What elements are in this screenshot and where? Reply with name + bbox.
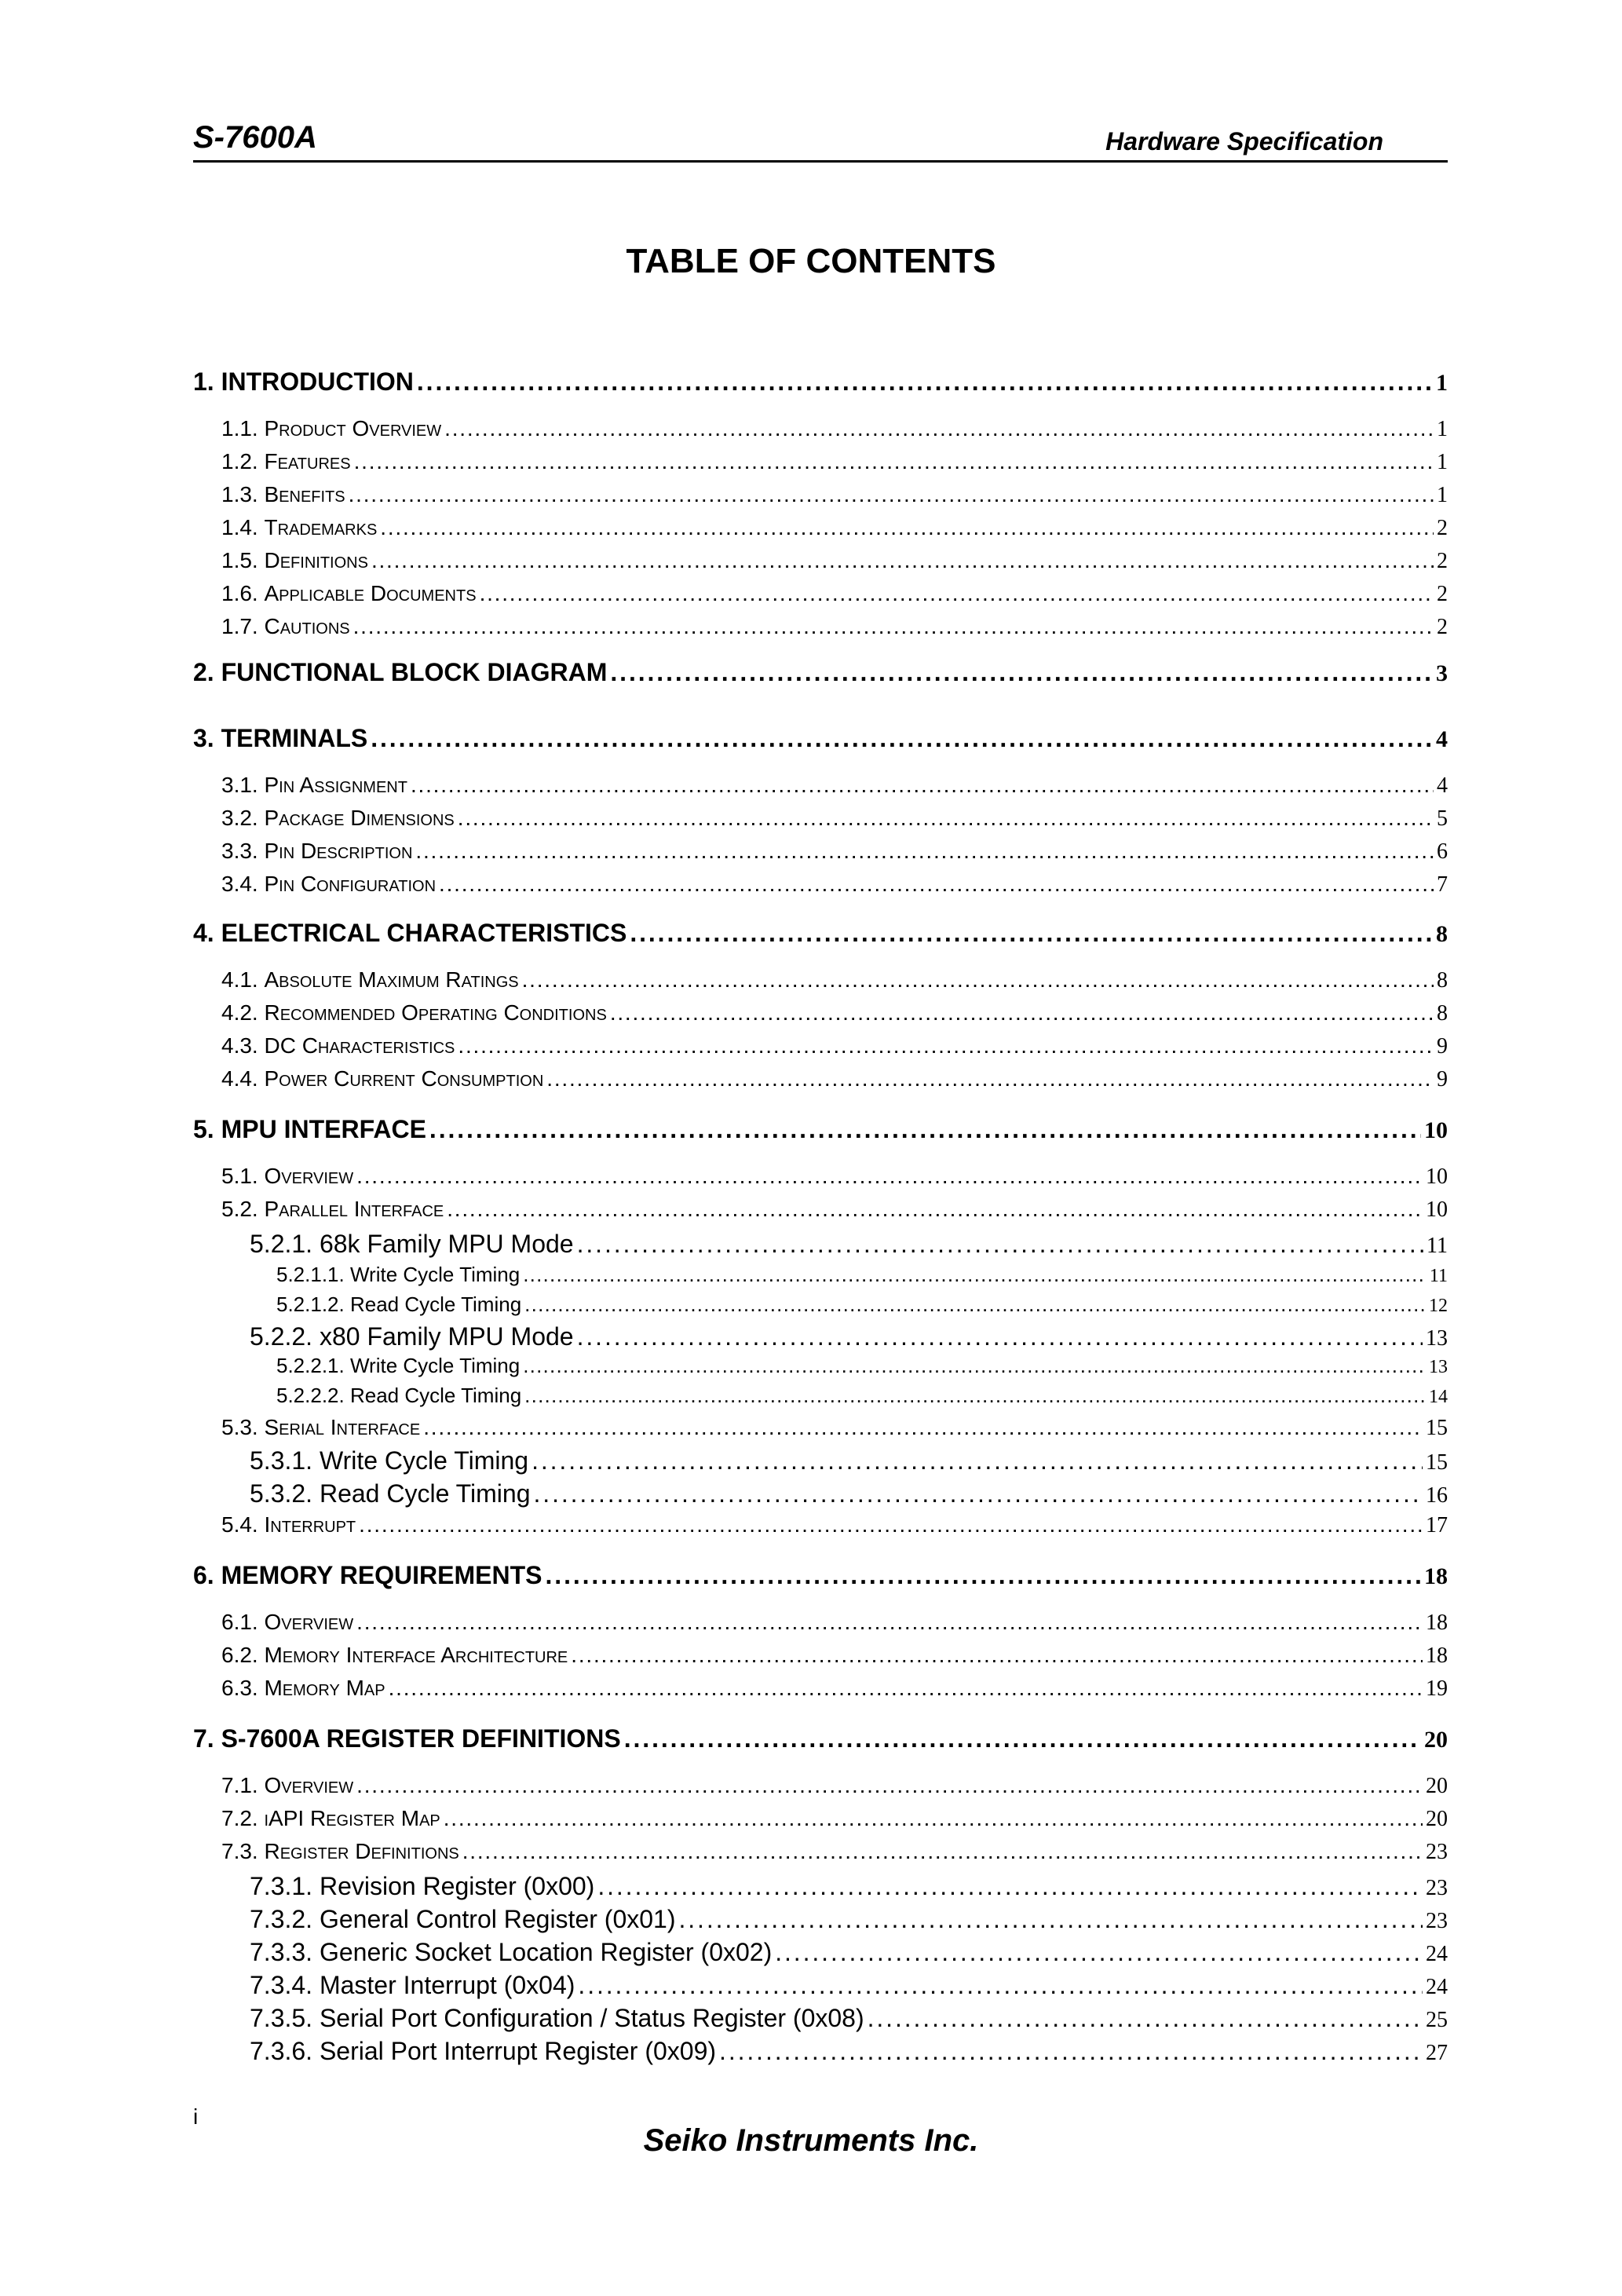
- toc-entry-title: Trademarks: [264, 515, 378, 539]
- toc-entry[interactable]: [193, 658, 1448, 687]
- toc-entry-title: Serial Port Configuration / Status Register (0x08): [319, 2004, 864, 2032]
- toc-entry-label: [250, 2037, 716, 2066]
- toc-leader-dots: [349, 482, 1434, 507]
- toc-entry-label: [221, 806, 455, 831]
- toc-entry-number: 1.3.: [221, 482, 258, 506]
- toc-entry-page: 24: [1426, 1942, 1448, 1966]
- toc-entry-title: Read Cycle Timing: [349, 1384, 522, 1407]
- toc-entry[interactable]: [193, 1806, 1448, 1832]
- toc-entry-title: Pin Assignment: [264, 773, 407, 797]
- toc-entry-page: 1: [1437, 417, 1448, 441]
- toc-leader-dots: [417, 367, 1433, 397]
- toc-entry[interactable]: [193, 1115, 1448, 1144]
- toc-leader-dots: [356, 1610, 1423, 1635]
- toc-entry-page: 18: [1424, 1563, 1448, 1589]
- toc-entry-page: 12: [1429, 1296, 1448, 1316]
- toc-entry-number: 7.1.: [221, 1773, 258, 1797]
- toc-leader-dots: [447, 1197, 1423, 1222]
- toc-entry-label: [221, 1773, 353, 1798]
- toc-leader-dots: [458, 806, 1434, 831]
- toc-leader-dots: [597, 1872, 1423, 1901]
- toc-entry[interactable]: [193, 367, 1448, 397]
- toc-entry-label: [221, 1164, 353, 1189]
- toc-leader-dots: [380, 515, 1434, 540]
- toc-entry[interactable]: [193, 1292, 1448, 1317]
- toc-leader-dots: [719, 2037, 1423, 2066]
- toc-entry[interactable]: [193, 967, 1448, 993]
- toc-entry-page: 2: [1437, 549, 1448, 573]
- toc-entry-label: [193, 658, 607, 687]
- toc-entry-label: [221, 1512, 356, 1537]
- toc-leader-dots: [389, 1676, 1423, 1701]
- toc-leader-dots: [458, 1033, 1434, 1058]
- toc-entry[interactable]: [193, 1512, 1448, 1538]
- toc-entry-page: 1: [1437, 450, 1448, 474]
- toc-entry-label: [221, 449, 351, 474]
- toc-leader-dots: [444, 416, 1434, 441]
- toc-leader-dots: [371, 548, 1434, 573]
- toc-entry-number: 1.7.: [221, 614, 258, 638]
- toc-leader-dots: [578, 1971, 1423, 2000]
- toc-entry-label: [276, 1384, 521, 1408]
- toc-entry-label: [221, 515, 377, 540]
- toc-entry-title: Pin Configuration: [264, 872, 437, 896]
- toc-entry-title: Register Definitions: [264, 1839, 459, 1863]
- toc-leader-dots: [546, 1561, 1422, 1590]
- toc-entry-number: 1.6.: [221, 581, 258, 605]
- document-kind: Hardware Specification: [1105, 127, 1383, 155]
- toc-entry-page: 20: [1424, 1727, 1448, 1753]
- toc-entry-title: x80 Family MPU Mode: [319, 1322, 574, 1351]
- toc-entry-title: Generic Socket Location Register (0x02): [319, 1938, 773, 1966]
- toc-leader-dots: [353, 614, 1434, 639]
- page-title: TABLE OF CONTENTS: [626, 242, 996, 280]
- toc-entry[interactable]: [193, 1610, 1448, 1636]
- toc-leader-dots: [359, 1512, 1423, 1537]
- toc-entry-title: Memory Map: [264, 1676, 385, 1700]
- toc-entry-label: [250, 1905, 675, 1934]
- toc-entry-number: 5.2.2.: [250, 1322, 313, 1351]
- toc-entry-page: 25: [1426, 2008, 1448, 2032]
- toc-entry-label: [221, 967, 519, 993]
- toc-leader-dots: [439, 872, 1434, 897]
- toc-entry-label: [193, 1724, 621, 1753]
- toc-entry[interactable]: [193, 1230, 1448, 1259]
- toc-entry-title: Package Dimensions: [264, 806, 455, 830]
- toc-entry-label: [221, 1415, 420, 1440]
- toc-entry[interactable]: [193, 1643, 1448, 1669]
- toc-entry[interactable]: [193, 1384, 1448, 1408]
- toc-entry-page: 5: [1437, 806, 1448, 831]
- toc-entry-page: 11: [1429, 1266, 1448, 1286]
- toc-entry-label: [276, 1292, 521, 1317]
- page-header: [193, 118, 1448, 163]
- toc-entry-title: Power Current Consumption: [264, 1066, 544, 1091]
- toc-entry-label: [250, 1938, 772, 1967]
- toc-entry-label: [250, 1872, 594, 1901]
- toc-entry-label: [221, 1197, 444, 1222]
- toc-entry[interactable]: [193, 773, 1448, 799]
- toc-entry-title: Read Cycle Timing: [319, 1479, 531, 1508]
- toc-entry-page: 1: [1437, 483, 1448, 507]
- toc-entry-page: 3: [1436, 660, 1448, 686]
- toc-entry[interactable]: [193, 614, 1448, 640]
- toc-entry-label: [221, 1066, 543, 1091]
- toc-entry-page: 23: [1426, 1840, 1448, 1864]
- toc-entry-number: 4.1.: [221, 967, 258, 992]
- toc-entry-number: 7.3.5.: [250, 2004, 313, 2032]
- toc-entry-number: 3.4.: [221, 872, 258, 896]
- toc-entry-number: 7.3.3.: [250, 1938, 313, 1966]
- toc-entry[interactable]: [193, 1164, 1448, 1190]
- toc-entry-title: Definitions: [264, 548, 368, 572]
- toc-entry-page: 15: [1426, 1416, 1448, 1440]
- toc-entry-title: Features: [264, 449, 351, 473]
- toc-entry[interactable]: [193, 2037, 1448, 2066]
- toc-entry-page: 17: [1426, 1513, 1448, 1537]
- toc-entry-label: [221, 1676, 385, 1701]
- toc-entry-title: Master Interrupt (0x04): [319, 1971, 575, 1999]
- toc-leader-dots: [546, 1066, 1434, 1091]
- toc-entry-label: [250, 1479, 531, 1508]
- toc-entry-page: 23: [1426, 1909, 1448, 1933]
- toc-entry-title: Memory Interface Architecture: [264, 1643, 568, 1667]
- toc-entry-title: Interrupt: [264, 1512, 356, 1537]
- toc-entry-number: 6.1.: [221, 1610, 258, 1634]
- toc-entry-page: 8: [1437, 968, 1448, 993]
- toc-leader-dots: [610, 658, 1433, 687]
- toc-entry[interactable]: [193, 581, 1448, 607]
- toc-leader-dots: [480, 581, 1434, 606]
- toc-entry-page: 18: [1426, 1643, 1448, 1668]
- toc-entry-number: 4.3.: [221, 1033, 258, 1058]
- toc-entry-label: [221, 1806, 440, 1831]
- toc-entry-label: [221, 482, 345, 507]
- toc-entry-number: 3.3.: [221, 839, 258, 863]
- toc-entry-label: [221, 548, 368, 573]
- toc-entry-label: [221, 839, 412, 864]
- toc-entry-page: 11: [1427, 1234, 1448, 1258]
- toc-entry-title: Absolute Maximum Ratings: [264, 967, 519, 992]
- toc-entry-number: 3.: [193, 724, 214, 752]
- toc-entry-title: Write Cycle Timing: [319, 1446, 529, 1475]
- toc-entry-title: DC Characteristics: [264, 1033, 455, 1058]
- toc-entry-label: [193, 1115, 426, 1144]
- toc-entry[interactable]: [193, 416, 1448, 442]
- toc-entry-page: 24: [1426, 1975, 1448, 1999]
- toc-entry[interactable]: [193, 1263, 1448, 1287]
- toc-entry-title: Revision Register (0x00): [319, 1872, 595, 1900]
- toc-entry-page: 8: [1436, 921, 1448, 947]
- toc-entry-number: 5.3.2.: [250, 1479, 313, 1508]
- toc-entry-number: 3.1.: [221, 773, 258, 797]
- toc-entry-label: [250, 1971, 575, 2000]
- toc-entry-title: FUNCTIONAL BLOCK DIAGRAM: [221, 658, 608, 686]
- toc-entry-page: 2: [1437, 615, 1448, 639]
- toc-entry-page: 23: [1426, 1876, 1448, 1900]
- toc-entry-page: 4: [1436, 726, 1448, 752]
- toc-entry-number: 5.: [193, 1115, 214, 1143]
- toc-entry-title: ELECTRICAL CHARACTERISTICS: [221, 919, 627, 947]
- toc-entry[interactable]: [193, 482, 1448, 508]
- toc-entry-page: 20: [1426, 1807, 1448, 1831]
- toc-leader-dots: [522, 967, 1434, 993]
- toc-entry[interactable]: [193, 1479, 1448, 1508]
- toc-entry[interactable]: [193, 839, 1448, 865]
- toc-entry-label: [221, 1610, 353, 1635]
- toc-entry-title: Write Cycle Timing: [349, 1263, 521, 1286]
- toc-entry-page: 7: [1437, 872, 1448, 897]
- toc-leader-dots: [868, 2004, 1423, 2033]
- toc-entry-number: 5.2.1.2.: [276, 1292, 345, 1316]
- footer-company: Seiko Instruments Inc.: [643, 2123, 979, 2158]
- toc-entry-page: 9: [1437, 1067, 1448, 1091]
- toc-entry[interactable]: [193, 1066, 1448, 1092]
- toc-entry-title: iAPI Register Map: [264, 1806, 440, 1830]
- toc-entry-number: 3.2.: [221, 806, 258, 830]
- toc-leader-dots: [624, 1724, 1421, 1753]
- toc-entry-title: Write Cycle Timing: [349, 1354, 521, 1377]
- toc-entry-page: 8: [1437, 1001, 1448, 1026]
- toc-leader-dots: [678, 1905, 1423, 1934]
- toc-entry-number: 7.2.: [221, 1806, 258, 1830]
- toc-entry[interactable]: [193, 1561, 1448, 1590]
- toc-entry-title: Overview: [264, 1164, 354, 1188]
- toc-entry[interactable]: [193, 1971, 1448, 2000]
- toc-entry[interactable]: [193, 1905, 1448, 1934]
- toc-entry-label: [221, 1000, 607, 1026]
- toc-entry-label: [250, 2004, 864, 2033]
- toc-leader-dots: [523, 1263, 1427, 1287]
- toc-entry-label: [221, 1033, 455, 1058]
- toc-entry-number: 5.2.1.1.: [276, 1263, 345, 1286]
- toc-entry-number: 1.4.: [221, 515, 258, 539]
- toc-entry-page: 18: [1426, 1610, 1448, 1635]
- toc-entry-number: 6.: [193, 1561, 214, 1589]
- toc-leader-dots: [354, 449, 1434, 474]
- toc-entry[interactable]: [193, 548, 1448, 574]
- toc-entry-number: 7.3.: [221, 1839, 258, 1863]
- toc-entry-title: Pin Description: [264, 839, 413, 863]
- toc-entry-label: [193, 1561, 542, 1590]
- toc-entry-title: Overview: [264, 1610, 354, 1634]
- toc-entry[interactable]: [193, 1446, 1448, 1475]
- toc-entry-label: [221, 1839, 459, 1864]
- toc-entry-title: S-7600A REGISTER DEFINITIONS: [221, 1724, 621, 1753]
- toc-entry-number: 7.3.6.: [250, 2037, 313, 2065]
- toc-entry-label: [221, 614, 350, 639]
- toc-entry-page: 16: [1426, 1483, 1448, 1508]
- toc-entry-label: [250, 1322, 574, 1351]
- toc-entry-page: 1: [1436, 370, 1448, 396]
- toc-entry-number: 7.: [193, 1724, 214, 1753]
- toc-entry[interactable]: [193, 1197, 1448, 1223]
- toc-entry-title: TERMINALS: [221, 724, 368, 752]
- toc-entry-page: 27: [1426, 2041, 1448, 2065]
- toc-leader-dots: [371, 724, 1433, 753]
- toc-entry-label: [276, 1263, 520, 1287]
- toc-entry-label: [276, 1354, 520, 1378]
- document-code: S-7600A: [193, 120, 317, 155]
- toc-entry-number: 7.3.1.: [250, 1872, 313, 1900]
- toc-entry-page: 15: [1426, 1450, 1448, 1475]
- toc-leader-dots: [524, 1384, 1426, 1408]
- toc-entry[interactable]: [193, 1773, 1448, 1799]
- toc-entry-page: 19: [1426, 1676, 1448, 1701]
- toc-entry-number: 6.2.: [221, 1643, 258, 1667]
- toc-entry[interactable]: [193, 515, 1448, 541]
- toc-leader-dots: [356, 1164, 1423, 1189]
- toc-entry[interactable]: [193, 2004, 1448, 2033]
- toc-entry-page: 10: [1426, 1197, 1448, 1222]
- toc-entry-title: Parallel Interface: [264, 1197, 444, 1221]
- toc-leader-dots: [532, 1446, 1423, 1475]
- toc-entry-number: 1.1.: [221, 416, 258, 441]
- toc-entry-page: 20: [1426, 1774, 1448, 1798]
- toc-entry-number: 1.2.: [221, 449, 258, 473]
- toc-leader-dots: [577, 1230, 1423, 1259]
- toc-entry-title: Read Cycle Timing: [349, 1292, 522, 1316]
- toc-leader-dots: [571, 1643, 1423, 1668]
- toc-entry-label: [250, 1446, 528, 1475]
- toc-entry-page: 2: [1437, 582, 1448, 606]
- toc-entry[interactable]: [193, 1938, 1448, 1967]
- toc-entry-number: 4.2.: [221, 1000, 258, 1025]
- toc-entry-title: Applicable Documents: [264, 581, 477, 605]
- toc-entry-label: [221, 416, 441, 441]
- toc-entry-number: 5.2.2.1.: [276, 1354, 345, 1377]
- toc-entry-page: 10: [1424, 1117, 1448, 1143]
- toc-leader-dots: [415, 839, 1434, 864]
- toc-entry-label: [221, 581, 477, 606]
- toc-entry[interactable]: [193, 919, 1448, 948]
- toc-entry-page: 9: [1437, 1034, 1448, 1058]
- toc-entry-label: [193, 367, 414, 397]
- toc-entry-number: 5.2.: [221, 1197, 258, 1221]
- toc-entry-title: Overview: [264, 1773, 354, 1797]
- toc-leader-dots: [423, 1415, 1423, 1440]
- toc-entry-title: Recommended Operating Conditions: [264, 1000, 607, 1025]
- toc-entry[interactable]: [193, 449, 1448, 475]
- toc-entry-number: 6.3.: [221, 1676, 258, 1700]
- toc-entry-number: 5.2.1.: [250, 1230, 313, 1258]
- toc-entry-title: Cautions: [264, 614, 350, 638]
- toc-entry-title: 68k Family MPU Mode: [319, 1230, 574, 1258]
- toc-entry-label: [221, 1643, 568, 1668]
- toc-entry-title: MPU INTERFACE: [221, 1115, 426, 1143]
- toc-entry[interactable]: [193, 1839, 1448, 1865]
- toc-entry[interactable]: [193, 806, 1448, 832]
- toc-leader-dots: [462, 1839, 1423, 1864]
- toc-entry-page: 2: [1437, 516, 1448, 540]
- toc-leader-dots: [610, 1000, 1434, 1026]
- toc-entry-page: 13: [1429, 1357, 1448, 1377]
- toc-entry-number: 4.: [193, 919, 214, 947]
- toc-entry-label: [193, 724, 367, 753]
- toc-entry-title: MEMORY REQUIREMENTS: [221, 1561, 542, 1589]
- toc-entry-title: Serial Interface: [264, 1415, 421, 1439]
- toc-entry-number: 5.1.: [221, 1164, 258, 1188]
- toc-entry-page: 10: [1426, 1164, 1448, 1189]
- toc-entry[interactable]: [193, 1000, 1448, 1026]
- toc-entry[interactable]: [193, 1724, 1448, 1753]
- toc-entry-label: [221, 872, 436, 897]
- toc-leader-dots: [429, 1115, 1421, 1144]
- toc-entry[interactable]: [193, 1322, 1448, 1351]
- toc-leader-dots: [524, 1292, 1426, 1317]
- toc-leader-dots: [523, 1354, 1426, 1378]
- toc-entry[interactable]: [193, 1033, 1448, 1059]
- toc-entry[interactable]: [193, 872, 1448, 898]
- toc-leader-dots: [775, 1938, 1423, 1967]
- toc-leader-dots: [534, 1479, 1423, 1508]
- toc-entry-title: INTRODUCTION: [221, 367, 414, 396]
- toc-entry[interactable]: [193, 724, 1448, 753]
- toc-entry-number: 2.: [193, 658, 214, 686]
- toc-leader-dots: [356, 1773, 1423, 1798]
- toc-entry-page: 14: [1429, 1387, 1448, 1407]
- toc-entry-page: 4: [1437, 773, 1448, 798]
- toc-entry-title: Benefits: [264, 482, 345, 506]
- toc-entry[interactable]: [193, 1415, 1448, 1441]
- toc-entry-page: 13: [1426, 1326, 1448, 1351]
- toc-entry-page: 6: [1437, 839, 1448, 864]
- toc-leader-dots: [577, 1322, 1423, 1351]
- toc-entry-number: 1.: [193, 367, 214, 396]
- toc-entry-number: 5.4.: [221, 1512, 258, 1537]
- toc-entry-number: 5.2.2.2.: [276, 1384, 345, 1407]
- toc-entry-number: 5.3.: [221, 1415, 258, 1439]
- toc-entry[interactable]: [193, 1676, 1448, 1702]
- toc-entry[interactable]: [193, 1872, 1448, 1901]
- toc-entry-label: [221, 773, 407, 798]
- toc-entry-number: 4.4.: [221, 1066, 258, 1091]
- toc-entry-label: [193, 919, 627, 948]
- footer-page-number: i: [193, 2104, 199, 2129]
- toc-entry-number: 7.3.2.: [250, 1905, 313, 1933]
- toc-leader-dots: [411, 773, 1434, 798]
- toc-entry-label: [250, 1230, 574, 1259]
- toc-entry-number: 7.3.4.: [250, 1971, 313, 1999]
- toc-entry-title: Product Overview: [264, 416, 442, 441]
- toc-entry-title: Serial Port Interrupt Register (0x09): [319, 2037, 717, 2065]
- toc-entry-number: 1.5.: [221, 548, 258, 572]
- toc-entry-number: 5.3.1.: [250, 1446, 313, 1475]
- toc-leader-dots: [444, 1806, 1423, 1831]
- toc-entry[interactable]: [193, 1354, 1448, 1378]
- toc-leader-dots: [630, 919, 1433, 948]
- toc-entry-title: General Control Register (0x01): [319, 1905, 676, 1933]
